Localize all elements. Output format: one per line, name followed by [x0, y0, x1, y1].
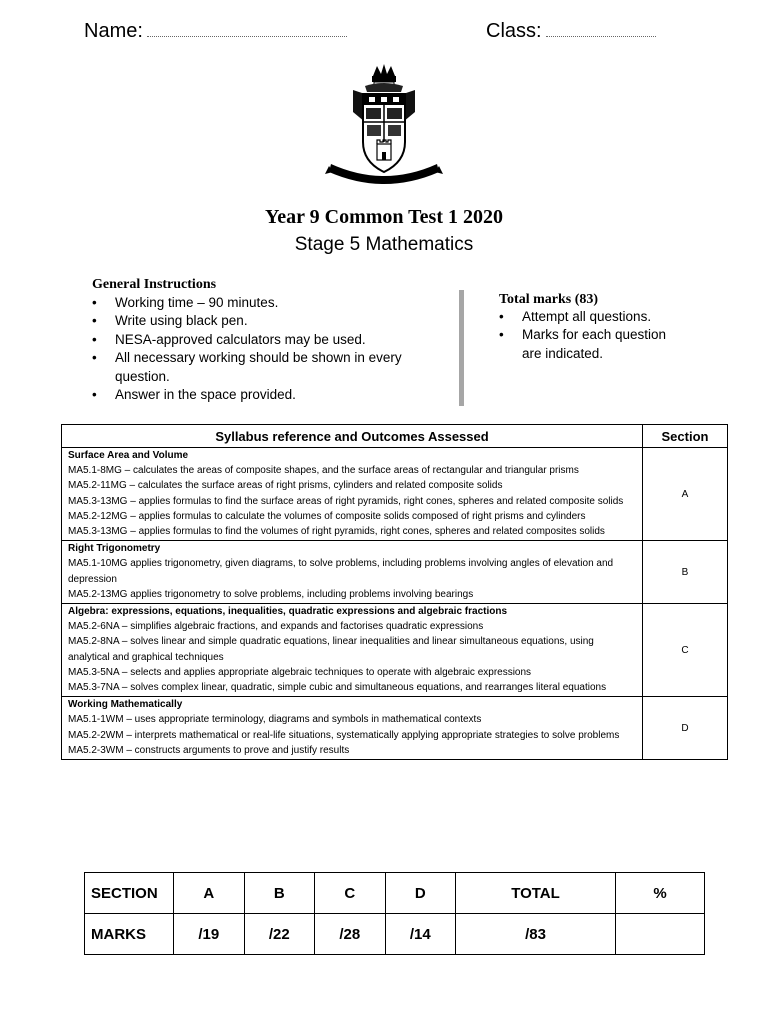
name-label: Name:	[84, 20, 143, 42]
total-marks-item: • Marks for each question are indicated.	[499, 326, 687, 363]
class-label: Class:	[486, 20, 542, 42]
total-marks-heading: Total marks (83)	[499, 292, 599, 307]
marks-cell[interactable]: /14	[385, 914, 456, 955]
marks-column-header: C	[315, 873, 386, 914]
section-row-label: SECTION	[85, 873, 174, 914]
marks-value-row	[85, 914, 705, 955]
test-title: Year 9 Common Test 1 2020	[265, 206, 503, 228]
total-marks-block	[499, 292, 699, 363]
outcome-line: MA5.1-8MG – calculates the areas of composite shapes, and the surface areas of rectangular and triangular prisms	[68, 465, 579, 477]
percent-cell[interactable]	[616, 914, 705, 955]
instruction-item: • Answer in the space provided.	[92, 386, 432, 404]
section-letter: B	[643, 541, 728, 604]
outcomes-header-row	[62, 425, 728, 448]
section-column-header: Section	[643, 425, 728, 448]
test-subtitle: Stage 5 Mathematics	[294, 234, 474, 255]
outcome-description	[62, 448, 643, 541]
outcome-section-title: Right Trigonometry	[68, 543, 161, 555]
marks-cell[interactable]: /83	[456, 914, 616, 955]
outcome-line: MA5.2-11MG – calculates the surface areas of right prisms, cylinders and related composite solids	[68, 480, 503, 492]
marks-column-header: A	[174, 873, 245, 914]
outcome-line: MA5.1-1WM – uses appropriate terminology, diagrams and symbols in mathematical contexts	[68, 714, 482, 726]
outcome-line: MA5.2-12MG – applies formulas to calculate the volumes of composite solids composed of right prisms and cylinders	[68, 510, 586, 522]
school-crest-logo	[325, 62, 443, 194]
marks-column-header: D	[385, 873, 456, 914]
marks-header-row	[85, 873, 705, 914]
outcome-line: MA5.2-2WM – interprets mathematical or real-life situations, systematically applying appropriate strategies to solve problems	[68, 729, 620, 741]
outcome-section-title: Algebra: expressions, equations, inequalities, quadratic expressions and algebraic fractions	[68, 606, 508, 618]
outcome-section-title: Working Mathematically	[68, 699, 183, 711]
outcome-line: MA5.1-10MG applies trigonometry, given diagrams, to solve problems, including problems involving angles of elevation and depression	[68, 558, 614, 585]
marks-column-header: TOTAL	[456, 873, 616, 914]
name-field	[84, 20, 347, 43]
marks-column-header: %	[616, 873, 705, 914]
instruction-item: • Write using black pen.	[92, 312, 432, 330]
table-row	[62, 697, 728, 760]
outcome-line: MA5.3-5NA – selects and applies appropriate algebraic techniques to operate with algebraic expressions	[68, 666, 532, 678]
outcome-line: MA5.3-13MG – applies formulas to find the volumes of right pyramids, right cones, spheres and related composites solids	[68, 526, 605, 538]
general-instructions-heading: General Instructions	[92, 277, 217, 292]
outcome-description	[62, 604, 643, 697]
outcome-description	[62, 541, 643, 604]
table-row	[62, 448, 728, 541]
crown-icon	[372, 64, 396, 85]
outcome-line: MA5.3-13MG – applies formulas to find the surface areas of right pyramids, right cones, spheres and related composite solids	[68, 495, 624, 507]
total-marks-item: • Attempt all questions.	[499, 308, 699, 326]
instruction-item: • NESA-approved calculators may be used.	[92, 331, 432, 349]
outcome-line: MA5.2-8NA – solves linear and simple quadratic equations, linear inequalities and linear simultaneous equations, using analytical and graphical techniques	[68, 636, 594, 663]
outcome-line: MA5.2-3WM – constructs arguments to prove and justify results	[68, 744, 350, 756]
marks-column-header: B	[244, 873, 315, 914]
divider-bar	[459, 290, 464, 406]
name-blank[interactable]	[147, 36, 347, 37]
table-row	[62, 604, 728, 697]
table-row	[62, 541, 728, 604]
outcome-section-title: Surface Area and Volume	[68, 450, 189, 461]
outcome-line: MA5.3-7NA – solves complex linear, quadratic, simple cubic and simultaneous equations, and rearranges literal equations	[68, 682, 607, 694]
section-letter: A	[643, 448, 728, 541]
marks-table	[84, 872, 705, 955]
instruction-item: • Working time – 90 minutes.	[92, 294, 432, 312]
outcome-line: MA5.2-13MG applies trigonometry to solve problems, including problems involving bearings	[68, 588, 474, 600]
class-blank[interactable]	[546, 36, 656, 37]
section-letter: C	[643, 604, 728, 697]
marks-cell[interactable]: /22	[244, 914, 315, 955]
outcome-line: MA5.2-6NA – simplifies algebraic fractions, and expands and factorises quadratic expressions	[68, 621, 484, 633]
general-instructions	[92, 277, 432, 404]
outcome-description	[62, 697, 643, 760]
instruction-item: • All necessary working should be shown in every question.	[92, 349, 415, 386]
marks-row-label: MARKS	[85, 914, 174, 955]
marks-cell[interactable]: /28	[315, 914, 386, 955]
class-field	[486, 20, 656, 43]
marks-cell[interactable]: /19	[174, 914, 245, 955]
outcomes-table	[61, 424, 728, 760]
syllabus-column-header: Syllabus reference and Outcomes Assessed	[62, 425, 643, 448]
section-letter: D	[643, 697, 728, 760]
